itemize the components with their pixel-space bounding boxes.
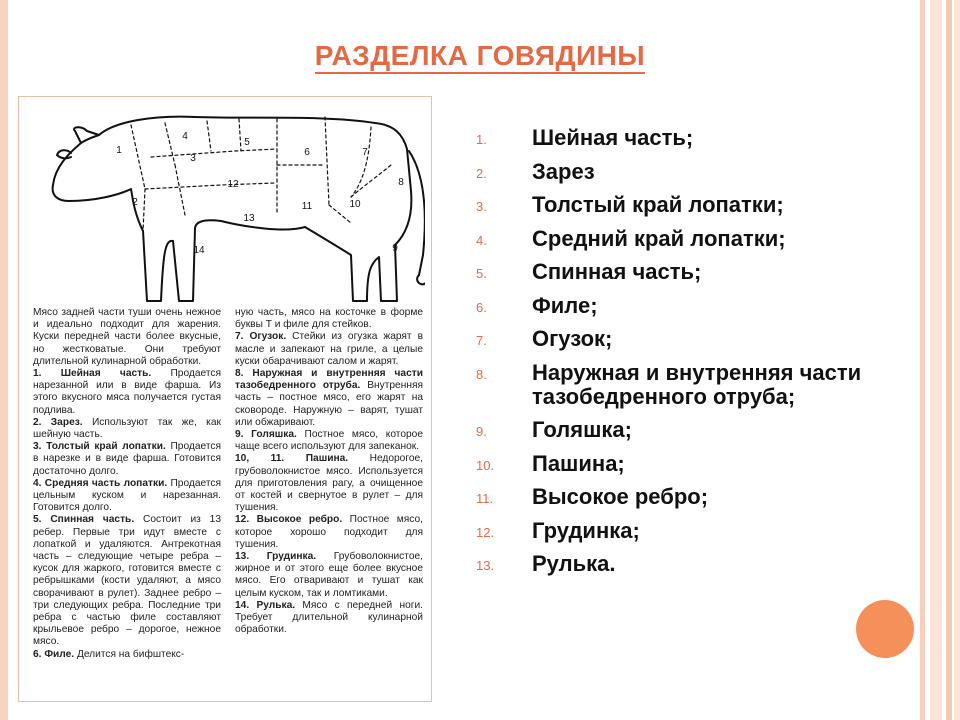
- cut-list-label: Пашина;: [532, 450, 625, 476]
- cut-description: Состоит из 13 ребер. Первые три идут вместе с лопаткой и удаляются. Антрекотная часть – следующие четыре ребра – кусок для жаркого, готовится вместе с ребрышками (кости удаляют, а мясо сворачивают в рулет). Заднее ребро – три следующих ребра. Последние три ребра с частью филе составляют крыльевое ребро – дорогое, нежное мясо.: [33, 514, 221, 648]
- cow-region-label: 10: [349, 199, 361, 210]
- cut-heading: 8. Наружная и внутренняя части тазобедренного отруба.: [235, 368, 423, 392]
- slide-title-text: РАЗДЕЛКА ГОВЯДИНЫ: [315, 40, 645, 74]
- cow-region-label: 1: [116, 145, 122, 156]
- cut-list-label: Шейная часть;: [532, 125, 694, 150]
- cut-heading: 2. Зарез.: [33, 416, 83, 428]
- cow-region-label: 11: [301, 201, 313, 212]
- slide-title: [0, 40, 960, 72]
- cut-description: Используют так же, как шейную часть.: [33, 416, 221, 441]
- cut-heading: 10, 11. Пашина.: [235, 453, 349, 465]
- cut-heading: 9. Голяшка.: [235, 429, 297, 441]
- cut-description: Продается в нарезке и в виде фарша. Готовится достаточно долго.: [33, 441, 221, 477]
- description-paragraph: [235, 429, 423, 453]
- description-paragraph: [235, 514, 423, 551]
- cut-heading: 12. Высокое ребро.: [235, 514, 343, 526]
- cut-list-item: [476, 294, 896, 318]
- description-paragraph: [33, 307, 221, 368]
- cut-list-item: [476, 485, 896, 509]
- cow-region-label: 12: [227, 179, 239, 190]
- cut-list-number: 10.: [476, 457, 495, 473]
- cut-heading: 13. Грудинка.: [235, 551, 317, 563]
- cut-list-item: [476, 418, 896, 442]
- cut-list-label: Рулька.: [532, 551, 616, 576]
- frame-stripe: [946, 0, 952, 720]
- frame-stripe: [920, 0, 925, 720]
- cut-heading: 7. Огузок.: [235, 331, 287, 343]
- cut-list-number: 12.: [476, 524, 495, 540]
- cut-list-item: [476, 452, 896, 476]
- description-paragraph: [235, 368, 423, 429]
- cow-diagram: [35, 105, 425, 305]
- cut-heading: 1. Шейная часть.: [33, 368, 152, 380]
- cow-region-label: 5: [244, 137, 250, 148]
- description-paragraph: [235, 331, 423, 368]
- cut-list-number: 6.: [476, 299, 487, 315]
- cut-list-label: Спинная часть;: [532, 259, 702, 284]
- cut-list-label: Средний край лопатки;: [532, 225, 786, 251]
- description-column-left: [33, 307, 221, 699]
- cut-list-label: Зарез: [532, 158, 595, 184]
- description-paragraph: [33, 649, 221, 661]
- description-paragraph: [235, 453, 423, 514]
- cut-list-label: Огузок;: [532, 326, 613, 351]
- cuts-description: [33, 307, 423, 699]
- description-paragraph: [33, 478, 221, 515]
- frame-stripe: [930, 0, 942, 720]
- cut-list-number: 11.: [476, 491, 494, 506]
- cut-list-label: Голяшка;: [532, 417, 632, 442]
- cut-list-item: [476, 552, 896, 576]
- cut-list-number: 13.: [476, 558, 495, 573]
- cow-region-label: 4: [182, 131, 188, 142]
- cut-list-number: 9.: [476, 424, 487, 439]
- cut-list-item: [476, 260, 896, 284]
- cow-region-label: 6: [304, 147, 310, 158]
- cut-description: Недорогое, грубоволокнистое мясо. Используется для приготовления рагу, а очищенное от костей и свернутое в рулет – для тушения.: [235, 453, 423, 514]
- description-paragraph: [33, 417, 221, 441]
- cut-heading: 6. Филе.: [33, 648, 75, 660]
- cut-list-number: 7.: [476, 333, 487, 348]
- cut-description: Стейки из огузка жарят в масле и запекают на гриле, а целые куски обарачивают салом и жарят.: [235, 331, 423, 367]
- cut-list-label: Филе;: [532, 292, 598, 318]
- description-paragraph: [235, 600, 423, 637]
- cut-description: ную часть, мясо на косточке в форме буквы Т и филе для стейков.: [235, 307, 423, 331]
- cut-description: Продается нарезанной или в виде фарша. Из этого вкусного мяса получается густая подлива.: [33, 368, 221, 416]
- cut-description: Мясо с передней ноги. Требует длительной кулинарной обработки.: [235, 599, 423, 636]
- cut-list-label: Высокое ребро;: [532, 484, 709, 509]
- cut-heading: 3. Толстый край лопатки.: [33, 441, 166, 453]
- cut-list-label: Толстый край лопатки;: [532, 192, 784, 217]
- cut-list-number: 5.: [476, 266, 487, 281]
- cut-list-label: Наружная и внутренняя части тазобедренного отруба;: [532, 359, 862, 409]
- description-paragraph: [33, 514, 221, 648]
- cut-list-item: [476, 160, 896, 184]
- description-paragraph: [33, 368, 221, 417]
- cut-description: Грубоволокнистое, жирное и от этого еще более вкусное мясо. Его отваривают и тушат как целым куском, так и ломтиками.: [235, 551, 423, 599]
- cut-list-item: [476, 126, 896, 150]
- cut-heading: 4. Средняя часть лопатки.: [33, 477, 168, 489]
- cow-region-label: 2: [132, 197, 138, 208]
- cut-list-label: Грудинка;: [532, 517, 640, 543]
- cut-list-item: [476, 193, 896, 217]
- cut-list-number: 1.: [476, 132, 487, 147]
- cut-list-item: [476, 227, 896, 251]
- cut-heading: 14. Рулька.: [235, 599, 296, 611]
- description-paragraph: [235, 551, 423, 600]
- cut-description: Мясо задней части туши очень нежное и идеально подходит для жарения. Куски передней части более вкусные, но жестковатые. Они требуют длительной кулинарной обработки.: [33, 307, 221, 367]
- cut-list-number: 3.: [476, 199, 487, 214]
- description-paragraph: [235, 307, 423, 331]
- cuts-list: [476, 126, 896, 586]
- cow-region-label: 13: [243, 213, 255, 224]
- description-paragraph: [33, 441, 221, 478]
- cut-heading: 5. Спинная часть.: [33, 514, 135, 526]
- cut-list-item: [476, 327, 896, 351]
- description-column-right: [235, 307, 423, 699]
- cut-list-item: [476, 519, 896, 543]
- cow-region-label: 3: [190, 153, 196, 164]
- beef-cuts-illustration: [18, 96, 432, 702]
- cut-description: Постное мясо, которое чаще всего используют для запеканок.: [235, 429, 423, 453]
- cow-region-label: 8: [398, 177, 404, 188]
- cow-region-label: 14: [193, 245, 205, 256]
- decorative-circle: [856, 600, 914, 658]
- frame-stripe: [954, 0, 960, 720]
- cow-region-label: 7: [362, 147, 368, 158]
- cut-description: Делится на бифштекс-: [74, 648, 185, 660]
- cut-list-number: 2.: [476, 165, 487, 181]
- cut-description: Внутренняя часть – постное мясо, его жарят на сковороде. Наружную – варят, тушат или обжаривают.: [235, 380, 423, 428]
- cut-list-number: 8.: [476, 366, 487, 382]
- cut-description: Постное мясо, которое хорошо подходит для тушения.: [235, 514, 423, 550]
- cut-description: Продается цельным куском и нарезанная. Готовится долго.: [33, 477, 221, 514]
- cut-list-number: 4.: [476, 232, 487, 248]
- frame-stripe: [0, 0, 8, 720]
- cut-list-item: [476, 361, 896, 409]
- cow-region-label: 9: [392, 243, 398, 254]
